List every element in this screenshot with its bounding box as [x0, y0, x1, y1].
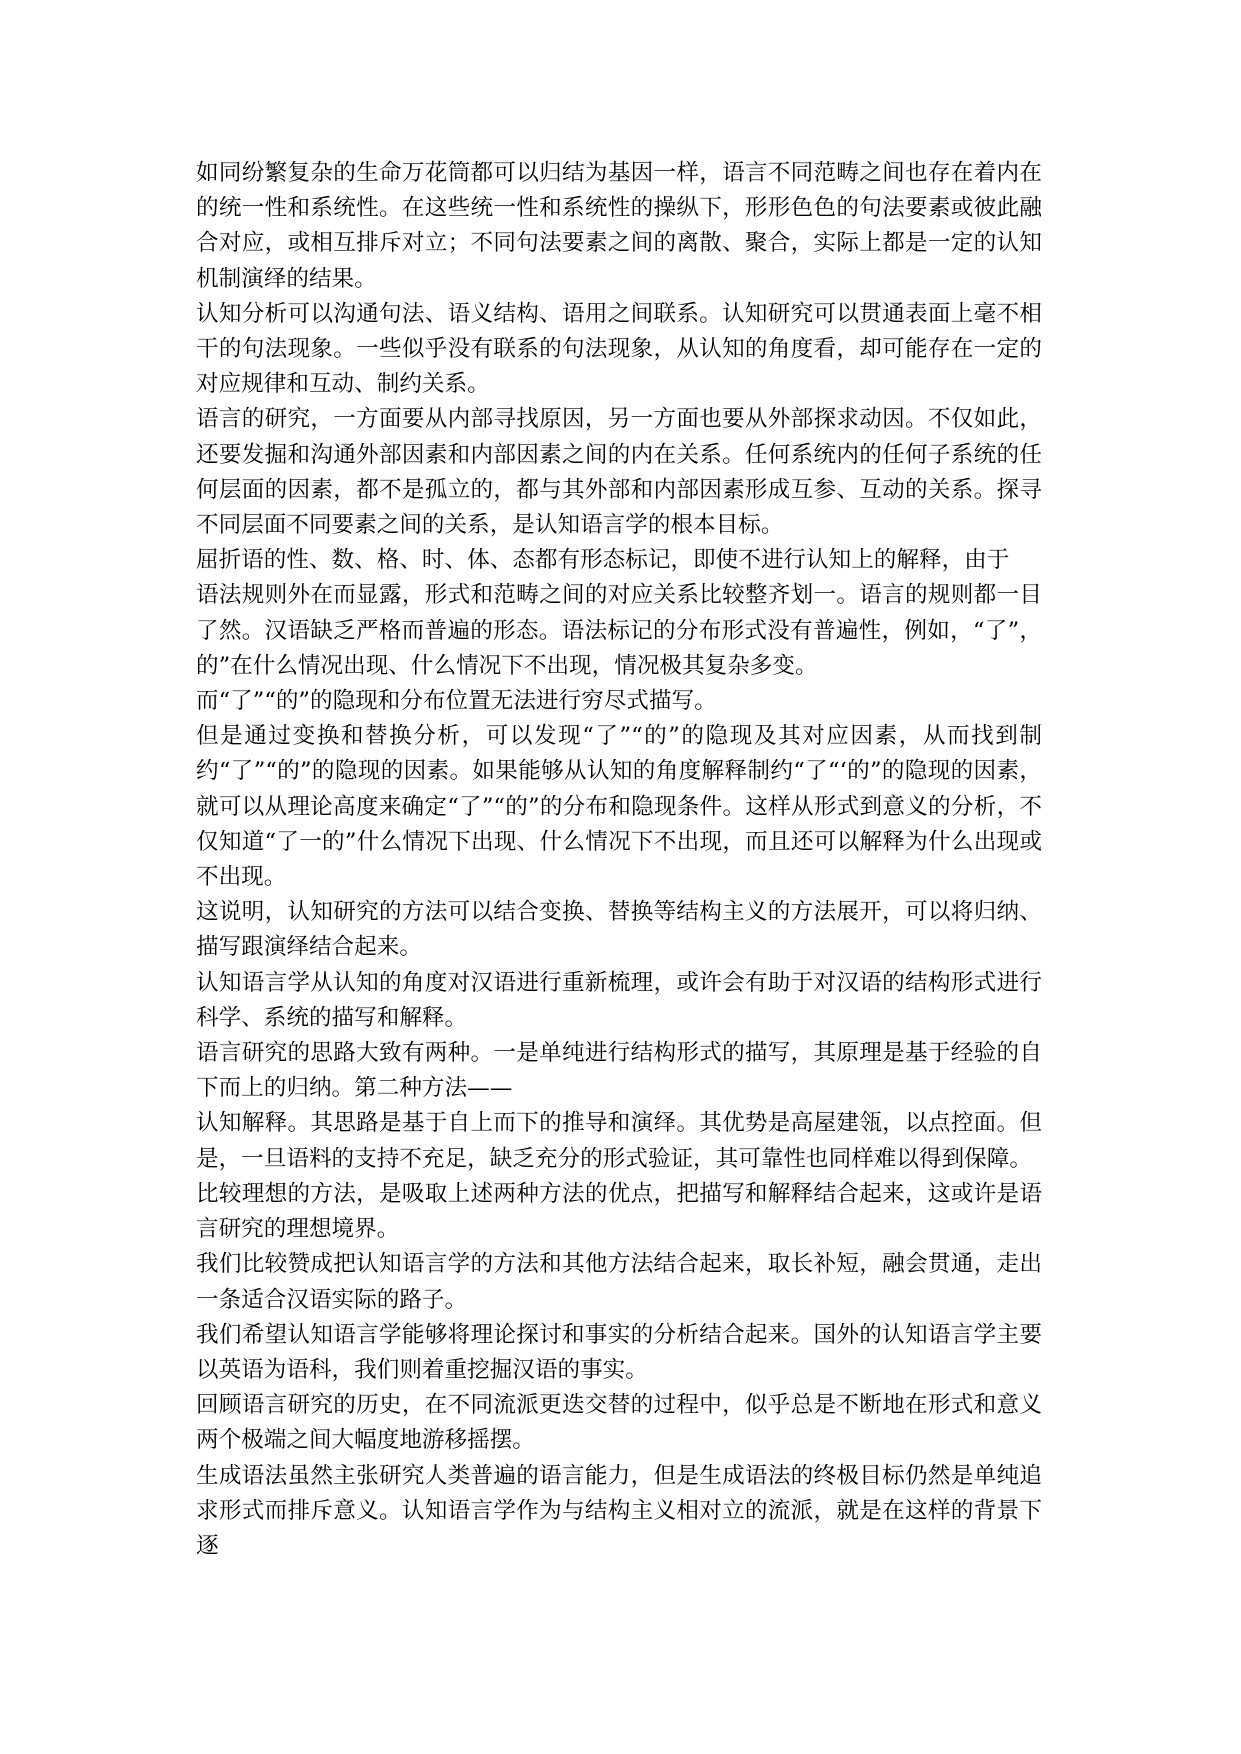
paragraph: 我们比较赞成把认知语言学的方法和其他方法结合起来，取长补短，融会贯通，走出一条适合汉语实际的路子。 — [196, 1251, 1042, 1313]
paragraph: 比较理想的方法，是吸取上述两种方法的优点，把描写和解释结合起来，这或许是语言研究的理想境界。 — [196, 1180, 1042, 1243]
paragraph: 回顾语言研究的历史，在不同流派更迭交替的过程中，似乎总是不断地在形式和意义两个极端之间大幅度地游移摇摆。 — [196, 1392, 1042, 1454]
paragraph: 屈折语的性、数、格、时、体、态都有形态标记，即使不进行认知上的解释，由于 — [196, 547, 1010, 574]
paragraph: 我们希望认知语言学能够将理论探讨和事实的分析结合起来。国外的认知语言学主要以英语为语科，我们则着重挖掘汉语的事实。 — [196, 1321, 1042, 1383]
paragraph: 这说明，认知研究的方法可以结合变换、替换等结构主义的方法展开，可以将归纳、描写跟演绎结合起来。 — [196, 899, 1042, 961]
paragraph: 生成语法虽然主张研究人类普遍的语言能力，但是生成语法的终极目标仍然是单纯追求形式而排斥意义。认知语言学作为与结构主义相对立的流派，就是在这样的背景下逐 — [196, 1462, 1042, 1559]
paragraph: 语言研究的思路大致有两种。一是单纯进行结构形式的描写，其原理是基于经验的自下而上的归纳。第二种方法—— — [196, 1040, 1042, 1102]
document-body — [196, 156, 1042, 1564]
paragraph: 但是通过变换和替换分析，可以发现“了”“的”的隐现及其对应因素，从而找到制约“了”“的”的隐现的因素。如果能够从认知的角度解释制约“了“‘的”的隐现的因素，就可以从理论高度来确定“了”“的”的分布和隐现条件。这样从形式到意义的分析，不仅知道“了一的”什么情况下出现、什么情况下不出现，而且还可以解释为什么出现或不出现。 — [196, 723, 1042, 891]
paragraph: 认知分析可以沟通句法、语义结构、语用之间联系。认知研究可以贯通表面上毫不相干的句法现象。一些似乎没有联系的句法现象，从认知的角度看，却可能存在一定的对应规律和互动、制约关系。 — [196, 300, 1042, 398]
paragraph: 语言的研究，一方面要从内部寻找原因，另一方面也要从外部探求动因。不仅如此，还要发掘和沟通外部因素和内部因素之间的内在关系。任何系统内的任何子系统的任何层面的因素，都不是孤立的，都与其外部和内部因素形成互参、互动的关系。探寻不同层面不同要素之间的关系，是认知语言学的根本目标。 — [196, 406, 1042, 539]
paragraph: 语法规则外在而显露，形式和范畴之间的对应关系比较整齐划一。语言的规则都一目了然。汉语缺乏严格而普遍的形态。语法标记的分布形式没有普遍性，例如，“了”，的”在什么情况出现、什么情况下不出现，情况极其复杂多变。 — [196, 582, 1042, 679]
paragraph: 而“了”“的”的隐现和分布位置无法进行穷尽式描写。 — [196, 688, 717, 715]
paragraph: 如同纷繁复杂的生命万花筒都可以归结为基因一样，语言不同范畴之间也存在着内在的统一性和系统性。在这些统一性和系统性的操纵下，形形色色的句法要素或彼此融合对应，或相互排斥对立；不同句法要素之间的离散、聚合，实际上都是一定的认知机制演绎的结果。 — [196, 160, 1042, 292]
paragraph: 认知语言学从认知的角度对汉语进行重新梳理，或许会有助于对汉语的结构形式进行科学、系统的描写和解释。 — [196, 969, 1042, 1031]
paragraph: 认知解释。其思路是基于自上而下的推导和演绎。其优势是高屋建瓴，以点控面。但是，一旦语料的支持不充足，缺乏充分的形式验证，其可靠性也同样难以得到保障。 — [196, 1110, 1042, 1172]
